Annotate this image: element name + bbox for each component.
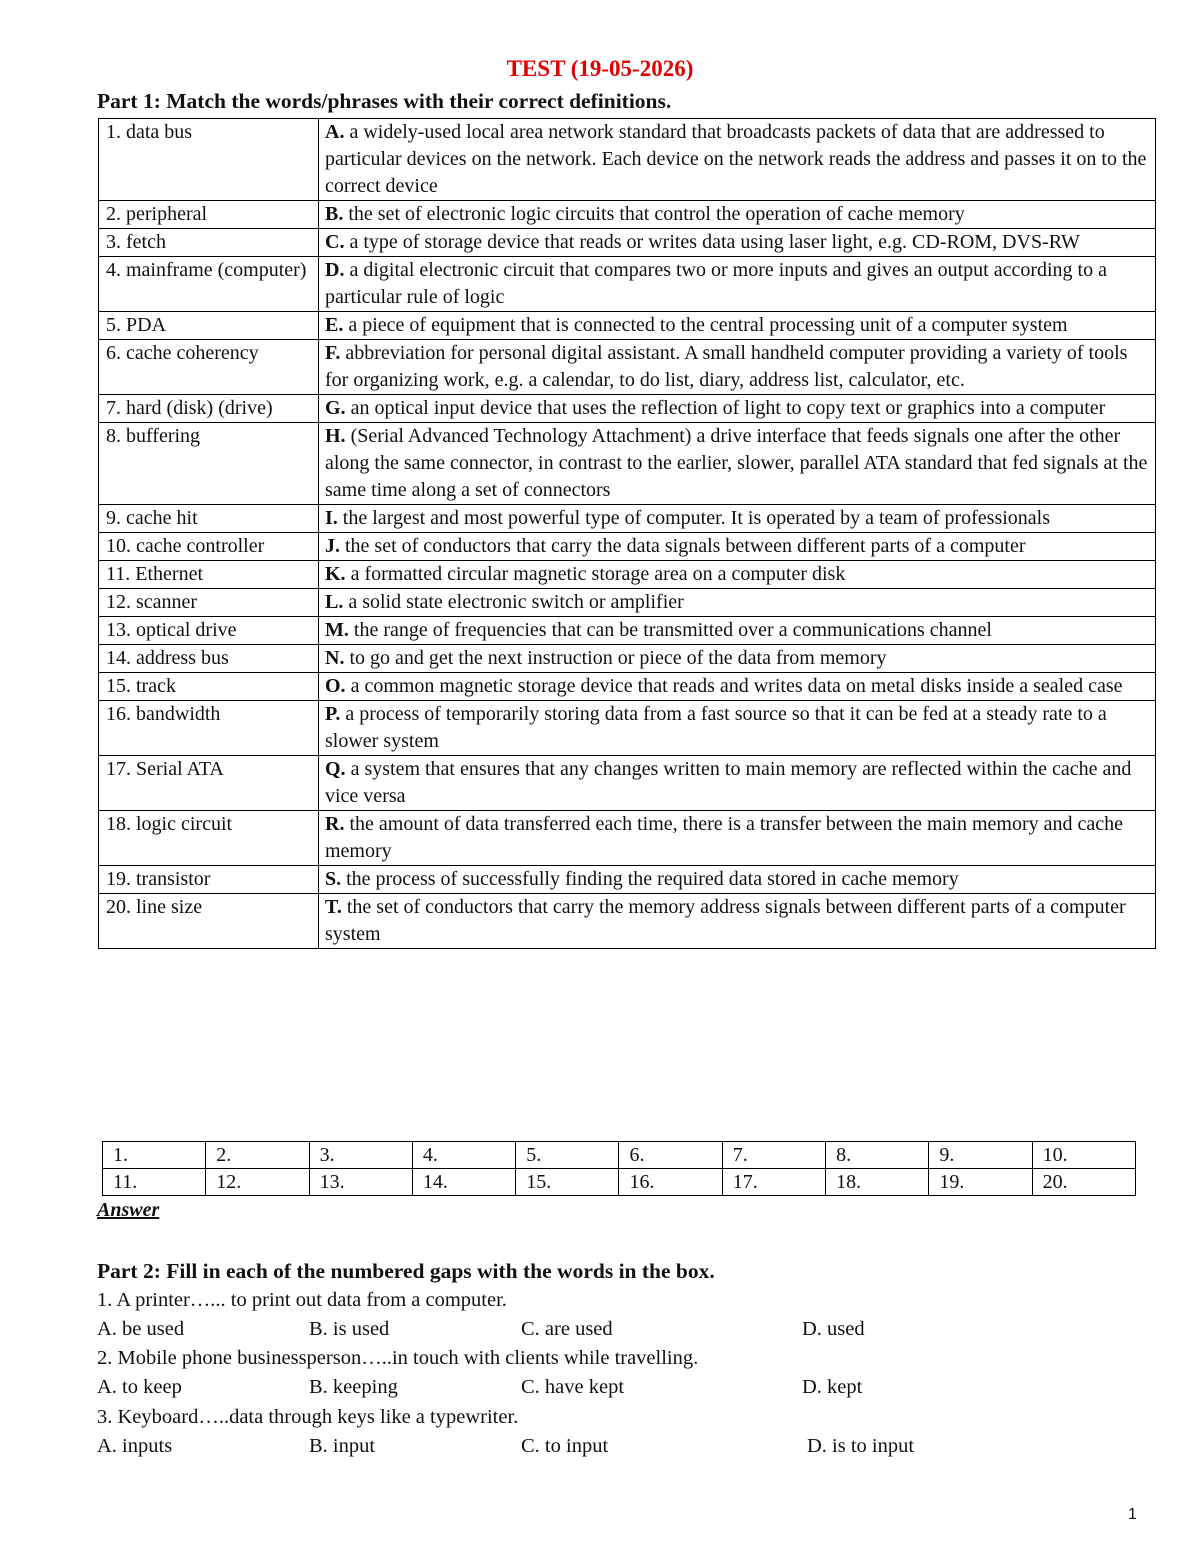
term-cell: 11. Ethernet <box>99 561 319 589</box>
table-row <box>99 645 1156 673</box>
table-row <box>99 561 1156 589</box>
answer-cell[interactable]: 11. <box>103 1169 206 1196</box>
table-row <box>99 423 1156 505</box>
answer-cell[interactable]: 17. <box>722 1169 825 1196</box>
table-row <box>99 229 1156 257</box>
term-cell: 13. optical drive <box>99 617 319 645</box>
definition-cell <box>319 201 1156 229</box>
answer-cell[interactable]: 4. <box>412 1142 515 1169</box>
answer-option[interactable]: B. is used <box>309 1318 390 1340</box>
definition-text: abbreviation for personal digital assistant. A small handheld computer providing a variety of tools for organizing work, e.g. a calendar, to do list, diary, address list, calculator, etc. <box>325 342 1128 391</box>
definition-letter: B. <box>325 203 344 225</box>
definition-letter: Q. <box>325 758 346 780</box>
answer-label: Answer <box>97 1199 160 1221</box>
answer-option[interactable]: B. keeping <box>309 1376 398 1398</box>
term-cell: 15. track <box>99 673 319 701</box>
definition-letter: H. <box>325 425 346 447</box>
answer-cell[interactable]: 13. <box>309 1169 412 1196</box>
term-cell: 7. hard (disk) (drive) <box>99 395 319 423</box>
definition-text: a widely-used local area network standard that broadcasts packets of data that are addressed to particular devices on the network. Each device on the network reads the address and passes it on to the correct device <box>325 121 1147 197</box>
definition-cell <box>319 312 1156 340</box>
answer-cell[interactable]: 7. <box>722 1142 825 1169</box>
definition-cell <box>319 229 1156 257</box>
definition-cell <box>319 340 1156 395</box>
definition-text: the set of electronic logic circuits that control the operation of cache memory <box>348 203 965 225</box>
definition-cell <box>319 866 1156 894</box>
definition-letter: R. <box>325 813 345 835</box>
answer-option[interactable]: A. be used <box>97 1318 185 1340</box>
definition-text: the process of successfully finding the required data stored in cache memory <box>346 868 959 890</box>
table-row <box>99 533 1156 561</box>
table-row <box>99 119 1156 201</box>
answer-cell[interactable]: 16. <box>619 1169 722 1196</box>
table-row <box>99 673 1156 701</box>
definition-letter: J. <box>325 535 340 557</box>
answer-option[interactable]: C. are used <box>521 1318 613 1340</box>
answer-row <box>103 1142 1136 1169</box>
term-cell: 19. transistor <box>99 866 319 894</box>
definition-text: the amount of data transferred each time, there is a transfer between the main memory and cache memory <box>325 813 1123 862</box>
answer-option[interactable]: A. inputs <box>97 1435 173 1457</box>
definition-text: a process of temporarily storing data from a fast source so that it can be fed at a steady rate to a slower system <box>325 703 1107 752</box>
definition-cell <box>319 533 1156 561</box>
term-cell: 8. buffering <box>99 423 319 505</box>
definition-cell <box>319 701 1156 756</box>
question-stem: 1. A printer…... to print out data from a computer. <box>97 1289 507 1311</box>
term-cell: 5. PDA <box>99 312 319 340</box>
definition-text: (Serial Advanced Technology Attachment) a drive interface that feeds signals one after the other along the same connector, in contrast to the earlier, slower, parallel ATA standard that fed signals at the same time along a set of connectors <box>325 425 1148 501</box>
definition-cell <box>319 811 1156 866</box>
definition-cell <box>319 395 1156 423</box>
definition-text: a system that ensures that any changes written to main memory are reflected within the cache and vice versa <box>325 758 1132 807</box>
table-row <box>99 505 1156 533</box>
answer-cell[interactable]: 12. <box>206 1169 309 1196</box>
answer-cell[interactable]: 9. <box>929 1142 1032 1169</box>
term-cell: 18. logic circuit <box>99 811 319 866</box>
answer-cell[interactable]: 19. <box>929 1169 1032 1196</box>
table-row <box>99 201 1156 229</box>
table-row <box>99 617 1156 645</box>
definition-letter: S. <box>325 868 342 890</box>
answer-cell[interactable]: 15. <box>516 1169 619 1196</box>
table-row <box>99 340 1156 395</box>
answer-cell[interactable]: 18. <box>826 1169 929 1196</box>
question-stem: 3. Keyboard…..data through keys like a typewriter. <box>97 1406 519 1428</box>
term-cell: 12. scanner <box>99 589 319 617</box>
answer-cell[interactable]: 14. <box>412 1169 515 1196</box>
term-cell: 2. peripheral <box>99 201 319 229</box>
definition-cell <box>319 119 1156 201</box>
table-row <box>99 811 1156 866</box>
term-cell: 14. address bus <box>99 645 319 673</box>
term-cell: 10. cache controller <box>99 533 319 561</box>
answer-option[interactable]: C. to input <box>521 1435 609 1457</box>
table-row <box>99 701 1156 756</box>
definition-letter: M. <box>325 619 349 641</box>
answer-option[interactable]: C. have kept <box>521 1376 625 1398</box>
term-cell: 4. mainframe (computer) <box>99 257 319 312</box>
definition-cell <box>319 673 1156 701</box>
answer-row <box>103 1169 1136 1196</box>
definition-text: a digital electronic circuit that compares two or more inputs and gives an output according to a particular rule of logic <box>325 259 1107 308</box>
definition-letter: D. <box>325 259 345 281</box>
answer-cell[interactable]: 6. <box>619 1142 722 1169</box>
definition-letter: F. <box>325 342 341 364</box>
definition-letter: E. <box>325 314 344 336</box>
definition-text: the set of conductors that carry the memory address signals between different parts of a computer system <box>325 896 1126 945</box>
definition-text: a formatted circular magnetic storage area on a computer disk <box>350 563 846 585</box>
table-row <box>99 866 1156 894</box>
definition-text: to go and get the next instruction or piece of the data from memory <box>349 647 887 669</box>
definition-letter: L. <box>325 591 344 613</box>
answer-cell[interactable]: 3. <box>309 1142 412 1169</box>
definition-cell <box>319 645 1156 673</box>
table-row <box>99 894 1156 949</box>
definition-cell <box>319 257 1156 312</box>
table-row <box>99 395 1156 423</box>
answer-option[interactable]: D. kept <box>802 1376 863 1398</box>
answer-cell[interactable]: 5. <box>516 1142 619 1169</box>
definition-letter: K. <box>325 563 346 585</box>
answer-option[interactable]: D. used <box>802 1318 865 1340</box>
answer-cell[interactable]: 8. <box>826 1142 929 1169</box>
page-number: 1 <box>1128 1506 1137 1523</box>
definition-cell <box>319 589 1156 617</box>
term-cell: 16. bandwidth <box>99 701 319 756</box>
definition-cell <box>319 756 1156 811</box>
definition-text: the largest and most powerful type of computer. It is operated by a team of professionals <box>342 507 1051 529</box>
answer-grid <box>102 1141 1136 1196</box>
definition-letter: C. <box>325 231 345 253</box>
definition-cell <box>319 561 1156 589</box>
definition-text: the set of conductors that carry the data signals between different parts of a computer <box>345 535 1026 557</box>
definition-cell <box>319 617 1156 645</box>
term-cell: 17. Serial ATA <box>99 756 319 811</box>
definition-letter: O. <box>325 675 346 697</box>
answer-cell[interactable]: 1. <box>103 1142 206 1169</box>
definition-text: a type of storage device that reads or writes data using laser light, e.g. CD-ROM, DVS-RW <box>349 231 1080 253</box>
table-row <box>99 589 1156 617</box>
table-row <box>99 257 1156 312</box>
answer-option[interactable]: D. is to input <box>807 1435 915 1457</box>
answer-cell[interactable]: 20. <box>1032 1169 1135 1196</box>
question-stem: 2. Mobile phone businessperson…..in touch with clients while travelling. <box>97 1347 699 1369</box>
term-cell: 20. line size <box>99 894 319 949</box>
definition-text: a solid state electronic switch or amplifier <box>348 591 684 613</box>
definition-letter: G. <box>325 397 346 419</box>
definition-letter: P. <box>325 703 341 725</box>
term-cell: 3. fetch <box>99 229 319 257</box>
definition-cell <box>319 505 1156 533</box>
definition-letter: N. <box>325 647 345 669</box>
definition-text: a piece of equipment that is connected to the central processing unit of a computer system <box>348 314 1068 336</box>
table-row <box>99 756 1156 811</box>
term-cell: 9. cache hit <box>99 505 319 533</box>
definition-letter: I. <box>325 507 338 529</box>
answer-option[interactable]: B. input <box>309 1435 376 1457</box>
answer-cell[interactable]: 10. <box>1032 1142 1135 1169</box>
definition-cell <box>319 894 1156 949</box>
definition-cell <box>319 423 1156 505</box>
definition-letter: A. <box>325 121 345 143</box>
matching-table <box>98 118 1156 949</box>
term-cell: 1. data bus <box>99 119 319 201</box>
answer-option[interactable]: A. to keep <box>97 1376 182 1398</box>
definition-text: a common magnetic storage device that reads and writes data on metal disks inside a sealed case <box>350 675 1123 697</box>
part1-heading: Part 1: Match the words/phrases with their correct definitions. <box>97 89 672 113</box>
table-row <box>99 312 1156 340</box>
definition-text: the range of frequencies that can be transmitted over a communications channel <box>353 619 992 641</box>
definition-text: an optical input device that uses the reflection of light to copy text or graphics into a computer <box>350 397 1106 419</box>
answer-cell[interactable]: 2. <box>206 1142 309 1169</box>
test-title: TEST (19-05-2026) <box>506 56 694 81</box>
term-cell: 6. cache coherency <box>99 340 319 395</box>
definition-letter: T. <box>325 896 342 918</box>
part2-heading: Part 2: Fill in each of the numbered gaps with the words in the box. <box>97 1259 715 1283</box>
